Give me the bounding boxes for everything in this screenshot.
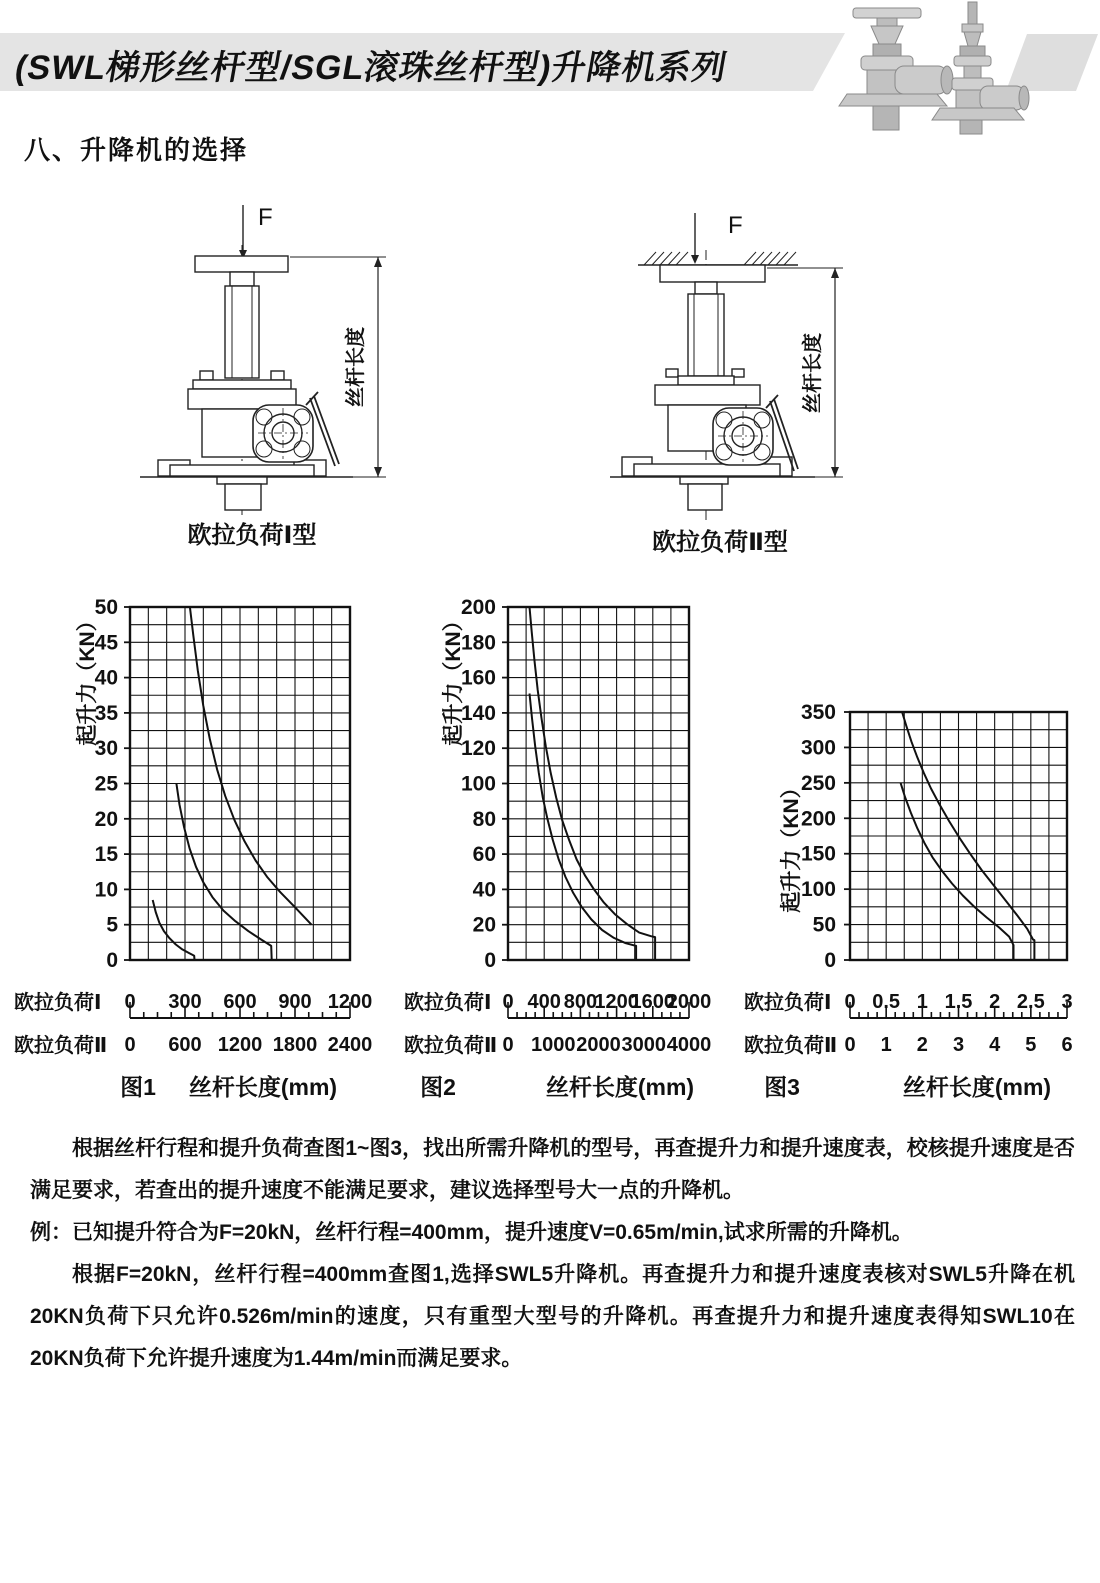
scale2-tick-label: 5: [1025, 1034, 1037, 1056]
y-axis-title: 起升力（KN）: [780, 777, 803, 913]
type1-caption: 欧拉负荷Ⅰ型: [187, 522, 317, 549]
scale1-tick-label: 0.5: [872, 991, 901, 1013]
y-tick-label: 350: [800, 701, 836, 724]
figure2-chart: [398, 583, 740, 1098]
scale1-tick-label: 0: [502, 991, 514, 1013]
scale1-tick-label: 1.5: [944, 991, 973, 1013]
y-tick-label: 40: [94, 666, 118, 690]
scale2-tick-label: 0: [502, 1034, 514, 1056]
scale1-tick-label: 900: [278, 991, 312, 1013]
y-tick-label: 0: [484, 949, 496, 972]
scale2-tick-label: 2400: [327, 1034, 373, 1056]
y-tick-label: 0: [106, 949, 118, 972]
scale2-label: 欧拉负荷Ⅱ: [14, 1035, 108, 1057]
y-tick-label: 300: [800, 736, 836, 760]
y-tick-label: 100: [800, 878, 836, 902]
series-curve-1: [153, 900, 195, 960]
y-tick-label: 180: [460, 631, 496, 655]
scale2-tick-label: 2000: [576, 1034, 621, 1056]
scale1-tick-label: 1200: [594, 991, 639, 1013]
y-tick-label: 50: [812, 913, 836, 937]
screw-length-dim-label: 丝杆长度: [345, 327, 367, 407]
scale2-label: 欧拉负荷Ⅱ: [404, 1035, 498, 1057]
y-axis-title: 起升力（KN）: [76, 610, 99, 746]
y-tick-label: 5: [106, 913, 118, 937]
scale2-tick-label: 4000: [666, 1034, 712, 1056]
scale2-tick-label: 0: [124, 1034, 136, 1056]
type2-caption: 欧拉负荷Ⅱ型: [652, 529, 788, 556]
scale1-tick-label: 1200: [327, 991, 373, 1013]
scale2-tick-label: 600: [168, 1034, 202, 1056]
scale1-tick-label: 3: [1061, 991, 1073, 1013]
y-tick-label: 0: [824, 949, 836, 972]
scale1-tick-label: 400: [527, 991, 561, 1013]
scale2-tick-label: 1: [880, 1034, 892, 1056]
y-tick-label: 45: [94, 631, 118, 655]
x-axis-title: 丝杆长度(mm): [902, 1074, 1052, 1100]
paragraph-example: 例：已知提升符合为F=20kN，丝杆行程=400mm，提升速度V=0.65m/min,试求所需的升降机。: [30, 1221, 913, 1244]
scale1-tick-label: 2.5: [1016, 991, 1045, 1013]
scale1-tick-label: 2: [989, 991, 1001, 1013]
page-title: (SWL梯形丝杆型/SGL滚珠丝杆型)升降机系列: [12, 49, 731, 87]
scale1-tick-label: 0: [844, 991, 856, 1013]
y-tick-label: 20: [94, 807, 118, 831]
scale2-tick-label: 3000: [621, 1034, 666, 1056]
series-curve-1: [530, 694, 637, 961]
y-tick-label: 25: [94, 772, 118, 796]
paragraph-selection-rule: 根据丝杆行程和提升负荷查图1~图3，找出所需升降机的型号，再查提升力和提升速度表，校核提升速度是否满足要求，若查出的提升速度不能满足要求，建议选择型号大一点的升降机。: [30, 1137, 1075, 1202]
screw-jack-image: [839, 2, 1029, 134]
y-tick-label: 250: [800, 771, 836, 795]
y-tick-label: 60: [472, 843, 496, 867]
figure3-chart: [742, 583, 1100, 1098]
scale2-tick-label: 4: [989, 1034, 1001, 1056]
y-tick-label: 160: [460, 666, 496, 690]
y-tick-label: 140: [460, 701, 496, 725]
x-axis-title: 丝杆长度(mm): [188, 1074, 338, 1100]
scale2-tick-label: 2: [916, 1034, 928, 1056]
y-tick-label: 15: [94, 843, 118, 867]
scale1-tick-label: 1: [916, 991, 928, 1013]
figure-label: 图1: [120, 1074, 156, 1100]
y-tick-label: 100: [460, 772, 496, 796]
y-tick-label: 40: [472, 878, 496, 902]
scale1-label: 欧拉负荷Ⅰ: [744, 992, 832, 1014]
scale1-label: 欧拉负荷Ⅰ: [14, 992, 102, 1014]
y-tick-label: 10: [94, 878, 118, 902]
y-tick-label: 20: [472, 913, 496, 937]
y-tick-label: 150: [800, 842, 836, 866]
scale1-tick-label: 300: [168, 991, 202, 1013]
x-axis-title: 丝杆长度(mm): [545, 1074, 695, 1100]
scale1-tick-label: 800: [563, 991, 598, 1013]
scale2-tick-label: 1800: [272, 1034, 318, 1056]
banner-stripe: [1006, 34, 1098, 91]
figure-label: 图3: [764, 1074, 800, 1100]
y-tick-label: 80: [472, 807, 496, 831]
euler-load-type1-diagram: [140, 195, 400, 565]
scale1-tick-label: 2000: [666, 991, 712, 1013]
scale2-tick-label: 1200: [217, 1034, 263, 1056]
y-tick-label: 200: [800, 807, 836, 831]
force-label: F: [258, 204, 273, 231]
scale1-tick-label: 0: [124, 991, 136, 1013]
paragraph-example-solution: 根据F=20kN，丝杆行程=400mm查图1,选择SWL5升降机。再查提升力和提升速度表核对SWL5升降在机20KN负荷下只允许0.526m/min的速度，只有重型大型号的升降机。再查提升力和提升速度表得知SWL10在20KN负荷下允许提升速度为1.44m/min而满足要求。: [30, 1263, 1075, 1370]
hatching: [644, 252, 796, 265]
y-tick-label: 50: [94, 596, 118, 619]
scale2-tick-label: 1000: [531, 1034, 576, 1056]
y-tick-label: 35: [94, 701, 118, 725]
figure-label: 图2: [420, 1074, 456, 1100]
scale1-tick-label: 1600: [630, 991, 676, 1013]
y-tick-label: 30: [94, 737, 118, 761]
euler-load-type2-diagram: [610, 205, 860, 570]
screw-length-dim-label: 丝杆长度: [802, 333, 824, 413]
section-heading: 八、升降机的选择: [24, 135, 249, 165]
scale1-label: 欧拉负荷Ⅰ: [404, 992, 492, 1014]
scale2-tick-label: 6: [1061, 1034, 1073, 1056]
y-axis-title: 起升力（KN）: [442, 610, 465, 746]
scale1-tick-label: 600: [223, 991, 257, 1013]
scale2-tick-label: 0: [844, 1034, 856, 1056]
body-text: [30, 1128, 1075, 1380]
force-label: F: [728, 212, 743, 239]
figure1-chart: [8, 583, 388, 1098]
scale2-label: 欧拉负荷Ⅱ: [744, 1035, 838, 1057]
y-tick-label: 120: [460, 737, 496, 761]
y-tick-label: 200: [460, 596, 496, 619]
scale2-tick-label: 3: [952, 1034, 965, 1056]
